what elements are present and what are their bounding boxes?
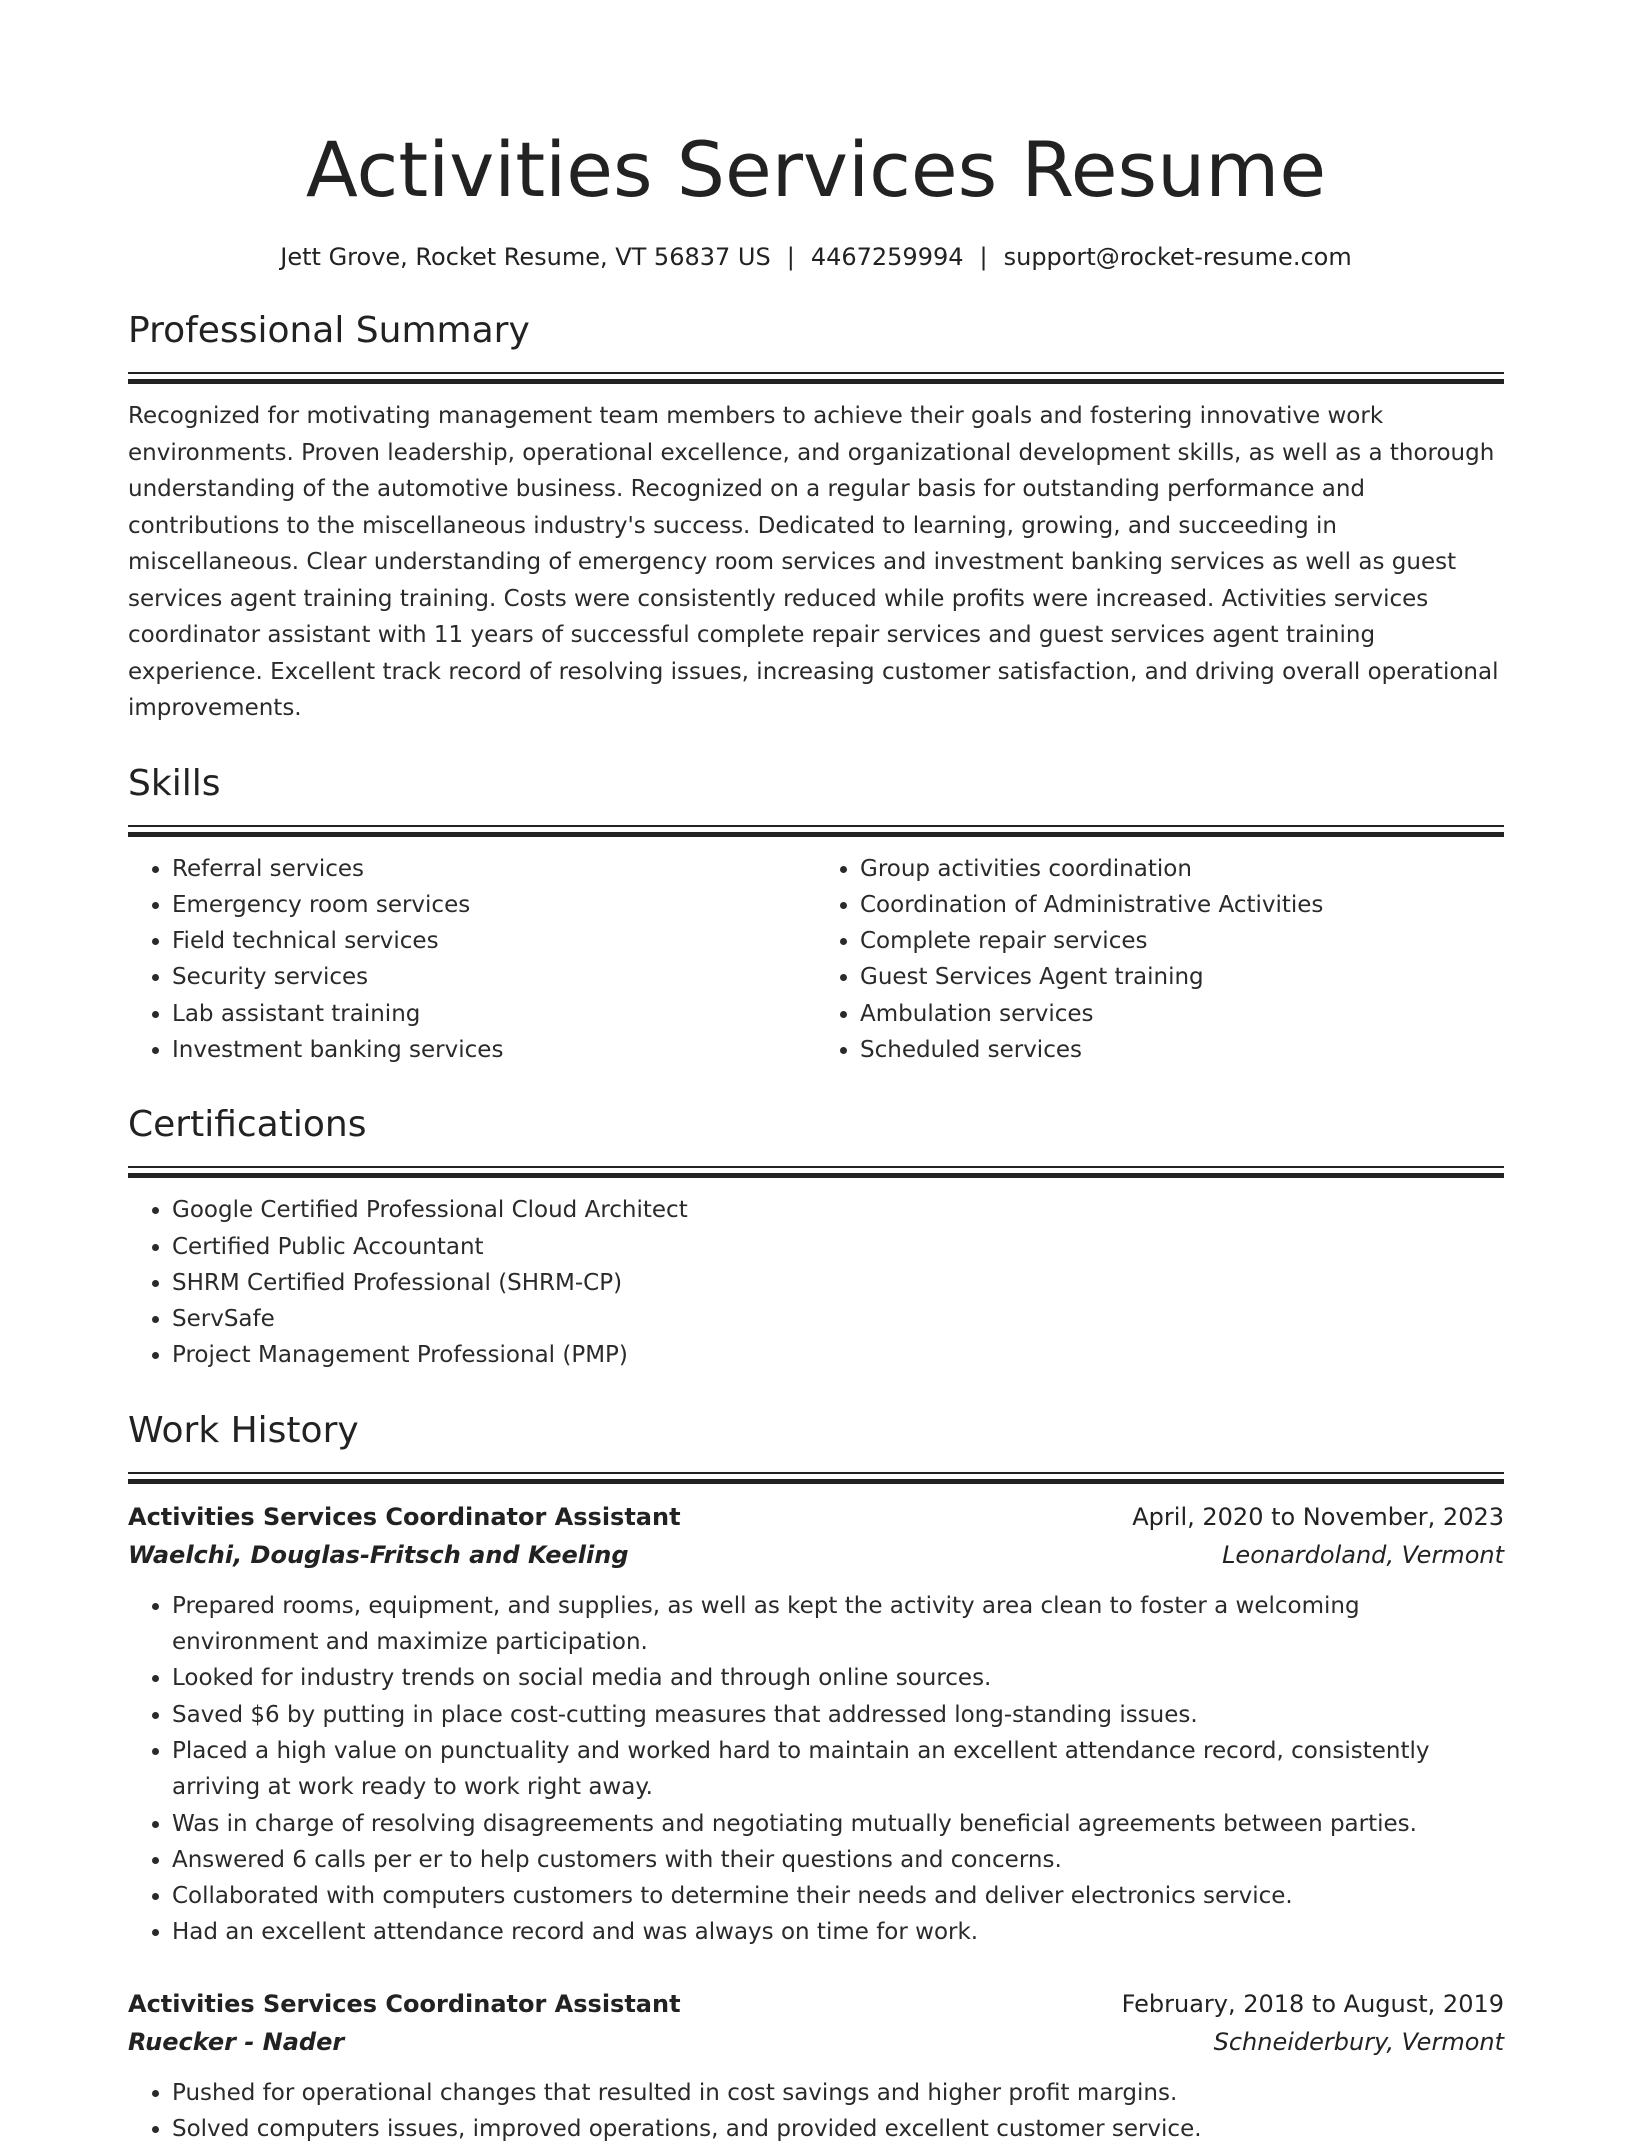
job-company: Ruecker - Nader bbox=[128, 2027, 345, 2056]
job-duty-item: • Solved computers issues, improved operations, and provided excellent customer service. bbox=[172, 2111, 1504, 2147]
job-title: Activities Services Coordinator Assistant bbox=[128, 1989, 681, 2018]
section-divider bbox=[128, 1166, 1504, 1178]
skills-heading: Skills bbox=[128, 762, 221, 804]
skills-grid bbox=[128, 851, 1504, 1069]
certifications-list bbox=[128, 1192, 1504, 1373]
job-duty-item: • Answered 6 calls per er to help customers with their questions and concerns. bbox=[172, 1842, 1504, 1878]
job-title: Activities Services Coordinator Assistant bbox=[128, 1502, 681, 1531]
job-employer-row bbox=[128, 1536, 1504, 1574]
skill-item: • Emergency room services bbox=[172, 887, 816, 923]
skill-item: • Ambulation services bbox=[860, 996, 1504, 1032]
job-duty-item: • Collaborated with computers customers to determine their needs and deliver electronics service. bbox=[172, 1878, 1504, 1914]
skill-item: • Group activities coordination bbox=[860, 851, 1504, 887]
skill-item: • Investment banking services bbox=[172, 1032, 816, 1068]
job-duty-item: • Placed a high value on punctuality and worked hard to maintain an excellent attendance record, consistently arriving at work ready to work right away. bbox=[172, 1733, 1504, 1806]
skill-item: • Referral services bbox=[172, 851, 816, 887]
certifications-section bbox=[128, 1100, 1504, 1373]
summary-section bbox=[128, 306, 1504, 727]
job-location: Leonardoland, Vermont bbox=[1222, 1540, 1504, 1569]
section-divider bbox=[128, 1472, 1504, 1484]
work-history-section bbox=[128, 1406, 1504, 2147]
job-location: Schneiderbury, Vermont bbox=[1213, 2027, 1504, 2056]
certifications-heading: Certifications bbox=[128, 1104, 367, 1146]
skill-item: • Scheduled services bbox=[860, 1032, 1504, 1068]
job-entry bbox=[128, 1985, 1504, 2147]
certification-item: • Project Management Professional (PMP) bbox=[172, 1337, 1504, 1373]
job-header-row bbox=[128, 1498, 1504, 1536]
skill-item: • Guest Services Agent training bbox=[860, 959, 1504, 995]
summary-heading: Professional Summary bbox=[128, 310, 530, 351]
job-company: Waelchi, Douglas-Fritsch and Keeling bbox=[128, 1540, 629, 1569]
job-header-row bbox=[128, 1985, 1504, 2023]
skills-list-right bbox=[816, 851, 1504, 1069]
job-dates: February, 2018 to August, 2019 bbox=[1121, 1989, 1504, 2018]
skill-item: • Security services bbox=[172, 959, 816, 995]
contact-phone: 4467259994 bbox=[810, 243, 964, 271]
skills-section bbox=[128, 759, 1504, 1069]
skill-item: • Field technical services bbox=[172, 923, 816, 959]
section-divider bbox=[128, 372, 1504, 384]
job-duties-list bbox=[128, 2075, 1504, 2147]
job-duties-list bbox=[128, 1588, 1504, 1951]
section-divider bbox=[128, 825, 1504, 837]
skill-item: • Coordination of Administrative Activities bbox=[860, 887, 1504, 923]
job-duty-item: • Had an excellent attendance record and was always on time for work. bbox=[172, 1914, 1504, 1950]
skills-list-left bbox=[128, 851, 816, 1069]
resume-title: Activities Services Resume bbox=[305, 125, 1327, 214]
job-duty-item: • Saved $6 by putting in place cost-cutting measures that addressed long-standing issues. bbox=[172, 1697, 1504, 1733]
certification-item: • ServSafe bbox=[172, 1301, 1504, 1337]
contact-line bbox=[128, 240, 1504, 274]
job-duty-item: • Prepared rooms, equipment, and supplies, as well as kept the activity area clean to foster a welcoming environment and maximize participation. bbox=[172, 1588, 1504, 1661]
job-employer-row bbox=[128, 2023, 1504, 2061]
certification-item: • SHRM Certified Professional (SHRM-CP) bbox=[172, 1265, 1504, 1301]
job-dates: April, 2020 to November, 2023 bbox=[1132, 1502, 1504, 1531]
contact-separator: | bbox=[786, 243, 795, 271]
contact-separator: | bbox=[979, 243, 988, 271]
work-history-heading: Work History bbox=[128, 1409, 359, 1451]
summary-text: Recognized for motivating management team members to achieve their goals and fostering innovative work environments. Proven leadership, operational excellence, and organizational development skills, as well as a thorough understanding of the automotive business. Recognized on a regular basis for outstanding performance and contributions to the miscellaneous industry's success. Dedicated to learning, growing, and succeeding in miscellaneous. Clear understanding of emergency room services and investment banking services as well as guest services agent training training. Costs were consistently reduced while profits were increased. Activities services coordinator assistant with 11 years of successful complete repair services and guest services agent training experience. Excellent track record of resolving issues, increasing customer satisfaction, and driving overall operational improvements. bbox=[128, 403, 1499, 721]
skill-item: • Complete repair services bbox=[860, 923, 1504, 959]
job-duty-item: • Was in charge of resolving disagreements and negotiating mutually beneficial agreements between parties. bbox=[172, 1806, 1504, 1842]
job-duty-item: • Looked for industry trends on social media and through online sources. bbox=[172, 1660, 1504, 1696]
job-entry bbox=[128, 1498, 1504, 1951]
certification-item: • Certified Public Accountant bbox=[172, 1229, 1504, 1265]
skill-item: • Lab assistant training bbox=[172, 996, 816, 1032]
contact-address: Jett Grove, Rocket Resume, VT 56837 US bbox=[280, 243, 771, 271]
contact-email: support@rocket-resume.com bbox=[1003, 243, 1352, 271]
certification-item: • Google Certified Professional Cloud Architect bbox=[172, 1192, 1504, 1228]
job-duty-item: • Pushed for operational changes that resulted in cost savings and higher profit margins. bbox=[172, 2075, 1504, 2111]
